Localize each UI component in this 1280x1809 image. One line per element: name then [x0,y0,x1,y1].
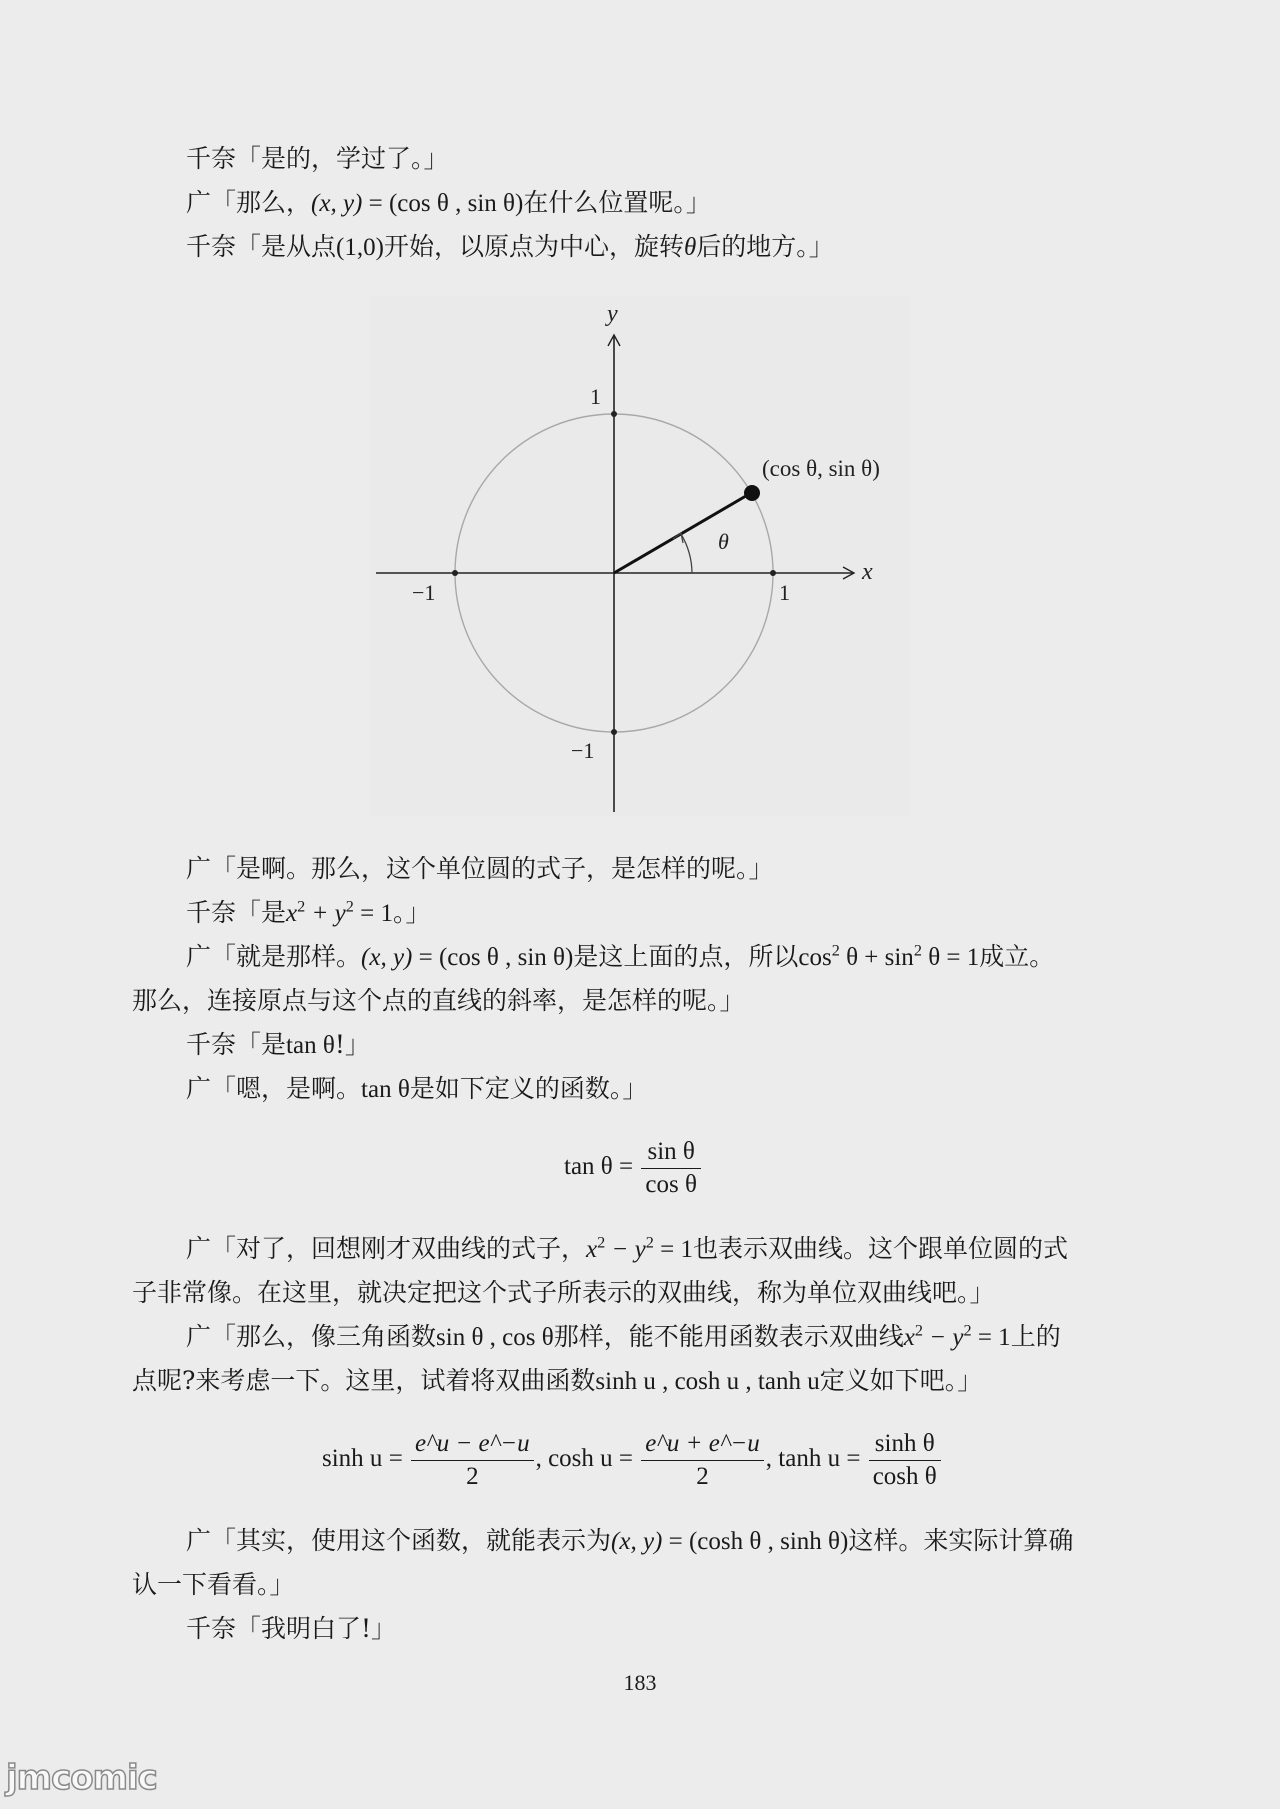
tick-label-y1: 1 [590,384,601,409]
tick-dot [611,411,617,417]
y-axis-label: y [607,301,618,327]
page-number: 183 [623,1670,657,1695]
figure-background [370,296,910,816]
speaker: 广 [186,1526,212,1555]
line-15: 认一下看看。」 [132,1570,295,1599]
point-marker [744,485,760,501]
tick-dot [611,729,617,735]
line-5: 千奈「是$x^2 + y^2 = 1$。」 [186,897,431,927]
unit-circle-figure [370,296,910,826]
fraction: $\frac{\text{sin θ}}{\text{cos θ}}$ [641,1136,701,1201]
line-11: 子非常像。在这里，就决定把这个式子所表示的双曲线，称为单位双曲线吧。」 [132,1278,995,1307]
tick-label-xm1: −1 [412,580,436,605]
line-9: 广「嗯，是啊。tan θ是如下定义的函数。」 [186,1074,648,1103]
speaker: 广 [186,942,212,971]
speaker: 千奈 [186,232,237,261]
fraction: $\frac{\text{sinh θ}}{\text{cosh θ}}$ [869,1428,941,1493]
speaker: 广 [186,1234,212,1263]
line-2: 广「那么，(x, y) = (cos θ , sin θ)在什么位置呢。」 [186,188,711,217]
line-12: 广「那么，像三角函数sin θ , cos θ那样，能不能用函数表示双曲线$x^2 - y^2 = 1$上的 [186,1321,1061,1351]
fraction: $\frac{e\^{}u - e\^{}-u}{2}$ [411,1428,534,1493]
line-13: 点呢?来考虑一下。这里，试着将双曲函数sinh u , cosh u , tanh u定义如下吧。」 [132,1366,983,1395]
math-xy: (x, y) [311,190,363,217]
line-4: 广「是啊。那么，这个单位圆的式子，是怎样的呢。」 [186,854,774,883]
equation-hyperbolic: sinh u = $\frac{e\^{}u - e\^{}-u}{2}$ , cosh u = $\frac{e\^{}u + e\^{}-u}{2}$ , tanh u = $\frac{\text{sinh θ}}{\text{cosh θ}}$ [322,1428,943,1493]
watermark-logo: jmcomic [6,1758,157,1798]
line-8: 千奈「是tan θ!」 [186,1030,370,1059]
point-label: (cos θ, sin θ) [762,456,880,481]
tick-dot [452,570,458,576]
speaker: 千奈 [186,898,237,927]
equation-tan: tan θ = $\frac{\text{sin θ}}{\text{cos θ}}$ [564,1136,703,1201]
tick-label-x1: 1 [779,580,790,605]
angle-label: θ [718,529,729,554]
speaker: 广 [186,188,212,217]
speaker: 广 [186,1074,212,1103]
x-axis-label: x [862,559,873,585]
math-cossin: (cos θ , sin θ) [388,190,524,217]
line-3: 千奈「是从点(1,0)开始，以原点为中心，旋转θ后的地方。」 [186,232,834,261]
line-16: 千奈「我明白了!」 [186,1614,397,1643]
speaker: 广 [186,1322,212,1351]
line-1: 千奈「是的，学过了。」 [186,144,449,173]
speaker: 广 [186,854,212,883]
line-6: 广「就是那样。(x, y) = (cos θ , sin θ)是这上面的点，所以$\cos^2 \theta + \sin^2 \theta = 1$成立。 [186,941,1055,971]
tick-dot [770,570,776,576]
speaker: 千奈 [186,1614,237,1643]
tick-label-ym1: −1 [571,738,595,763]
fraction: $\frac{e\^{}u + e\^{}-u}{2}$ [641,1428,764,1493]
speaker: 千奈 [186,1030,237,1059]
line-10: 广「对了，回想刚才双曲线的式子，$x^2 - y^2 = 1$也表示双曲线。这个跟单位圆的式 [186,1233,1068,1263]
line-7: 那么，连接原点与这个点的直线的斜率，是怎样的呢。」 [132,986,745,1015]
line-14: 广「其实，使用这个函数，就能表示为(x, y) = (cosh θ , sinh θ)这样。来实际计算确 [186,1526,1074,1555]
speaker: 千奈 [186,144,237,173]
